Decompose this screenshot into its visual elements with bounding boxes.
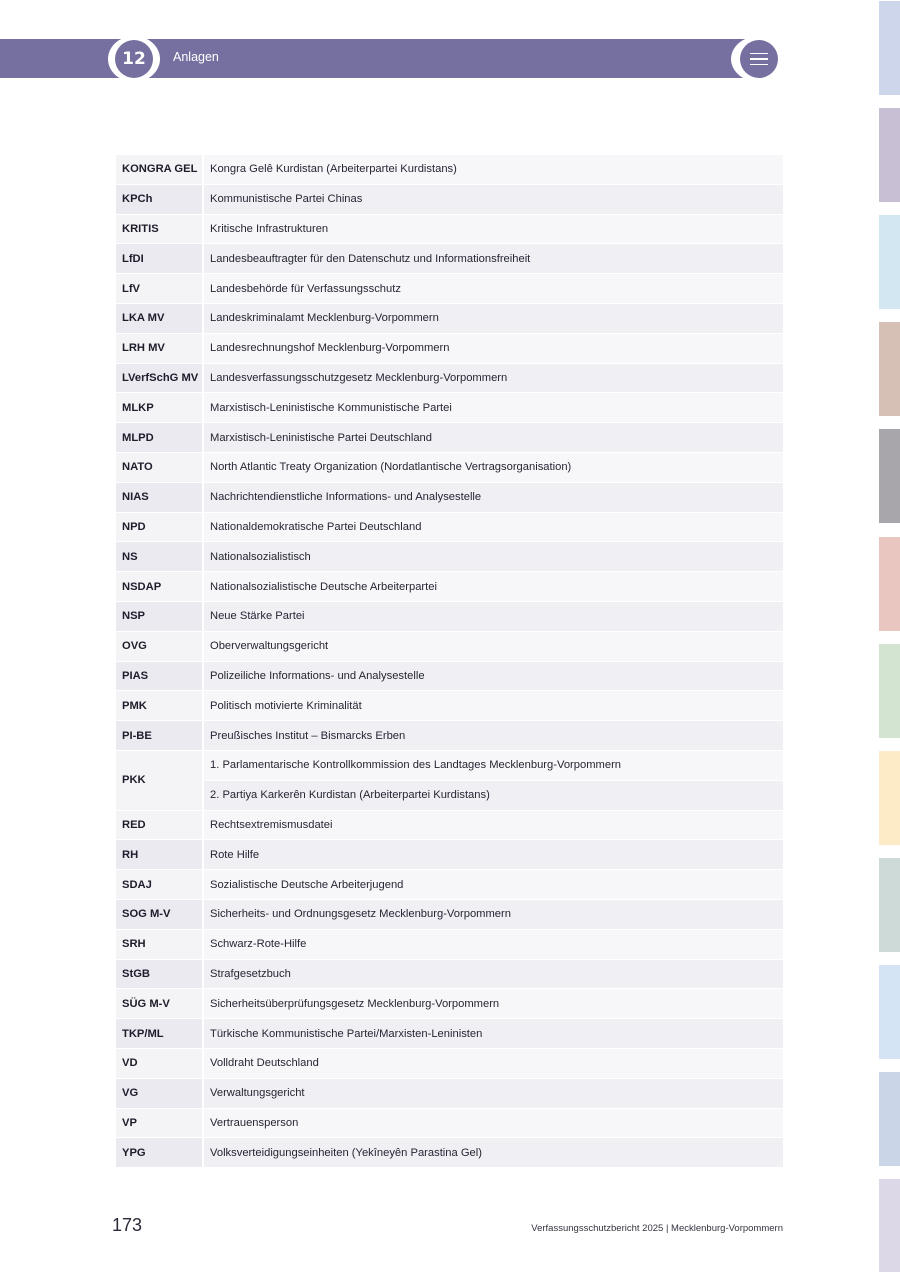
chapter-tab-6[interactable]	[879, 537, 900, 631]
abbreviation-cell: RH	[116, 840, 204, 870]
table-row	[116, 453, 783, 483]
chapter-tab-12[interactable]	[879, 1179, 900, 1272]
description-cell: Politisch motivierte Kriminalität	[204, 691, 783, 721]
table-row	[116, 691, 783, 721]
table-row	[116, 304, 783, 334]
table-row	[116, 960, 783, 990]
table-row	[116, 572, 783, 602]
chapter-tab-5[interactable]	[879, 429, 900, 523]
abbreviation-cell: VG	[116, 1079, 204, 1109]
table-row	[116, 185, 783, 215]
table-row	[116, 1079, 783, 1109]
description-cell: Preußisches Institut – Bismarcks Erben	[204, 721, 783, 751]
description-cell: Nachrichtendienstliche Informations- und Analysestelle	[204, 483, 783, 513]
table-row	[116, 840, 783, 870]
table-row	[116, 930, 783, 960]
table-row	[116, 1019, 783, 1049]
description-cell: Landeskriminalamt Mecklenburg-Vorpommern	[204, 304, 783, 334]
table-row	[116, 483, 783, 513]
description-cell: Marxistisch-Leninistische Kommunistische Partei	[204, 393, 783, 423]
table-row	[116, 1109, 783, 1139]
chapter-tab-8[interactable]	[879, 751, 900, 845]
abbreviation-cell: PKK	[116, 751, 204, 811]
description-cell: Sicherheitsüberprüfungsgesetz Mecklenburg-Vorpommern	[204, 989, 783, 1019]
abbreviation-cell: LRH MV	[116, 334, 204, 364]
description-cell: Marxistisch-Leninistische Partei Deutschland	[204, 423, 783, 453]
table-row	[116, 364, 783, 394]
chapter-number-badge	[108, 36, 160, 82]
description-cell: Kritische Infrastrukturen	[204, 215, 783, 245]
description-cell: Landesbeauftragter für den Datenschutz und Informationsfreiheit	[204, 244, 783, 274]
description-cell: Sozialistische Deutsche Arbeiterjugend	[204, 870, 783, 900]
chapter-tab-1[interactable]	[879, 1, 900, 95]
abbreviation-cell: TKP/ML	[116, 1019, 204, 1049]
abbreviation-cell: NIAS	[116, 483, 204, 513]
table-row	[116, 274, 783, 304]
abbreviation-cell: PMK	[116, 691, 204, 721]
abbreviation-cell: SOG M-V	[116, 900, 204, 930]
table-row	[116, 513, 783, 543]
table-row	[116, 662, 783, 692]
chapter-tab-2[interactable]	[879, 108, 900, 202]
description-cell: Verwaltungsgericht	[204, 1079, 783, 1109]
table-row	[116, 721, 783, 751]
table-row	[116, 423, 783, 453]
abbreviation-cell: MLKP	[116, 393, 204, 423]
abbreviation-cell: KPCh	[116, 185, 204, 215]
footer-publication-title: Verfassungsschutzbericht 2025 | Mecklenburg-Vorpommern	[531, 1223, 783, 1234]
description-cell: Oberverwaltungsgericht	[204, 632, 783, 662]
description-cell: North Atlantic Treaty Organization (Nordatlantische Vertragsorganisation)	[204, 453, 783, 483]
description-cell: Volksverteidigungseinheiten (Yekîneyên Parastina Gel)	[204, 1138, 783, 1168]
description-cell: Nationaldemokratische Partei Deutschland	[204, 513, 783, 543]
description-cell: Landesverfassungsschutzgesetz Mecklenburg-Vorpommern	[204, 364, 783, 394]
table-row	[116, 542, 783, 572]
description-cell: Rote Hilfe	[204, 840, 783, 870]
table-row	[116, 870, 783, 900]
abbreviation-cell: StGB	[116, 960, 204, 990]
chapter-number: 12	[115, 40, 153, 78]
abbreviation-cell: LVerfSchG MV	[116, 364, 204, 394]
chapter-tab-9[interactable]	[879, 858, 900, 952]
table-row	[116, 811, 783, 841]
description-cell: Rechtsextremismusdatei	[204, 811, 783, 841]
abbreviation-cell: VD	[116, 1049, 204, 1079]
table-row	[116, 393, 783, 423]
description-cell: Türkische Kommunistische Partei/Marxisten-Leninisten	[204, 1019, 783, 1049]
chapter-tab-10[interactable]	[879, 965, 900, 1059]
abbreviation-cell: MLPD	[116, 423, 204, 453]
abbreviation-cell: NS	[116, 542, 204, 572]
chapter-title: Anlagen	[173, 50, 219, 64]
abbreviation-cell: VP	[116, 1109, 204, 1139]
description-cell: Sicherheits- und Ordnungsgesetz Mecklenburg-Vorpommern	[204, 900, 783, 930]
page-number: 173	[112, 1215, 143, 1235]
abbreviation-cell: KRITIS	[116, 215, 204, 245]
table-row	[116, 1138, 783, 1168]
table-row	[116, 244, 783, 274]
description-cell: Polizeiliche Informations- und Analysestelle	[204, 662, 783, 692]
description-cell: Strafgesetzbuch	[204, 960, 783, 990]
table-row	[116, 900, 783, 930]
description-cell: Neue Stärke Partei	[204, 602, 783, 632]
hamburger-menu-icon[interactable]	[740, 40, 778, 78]
abbreviation-cell: PI-BE	[116, 721, 204, 751]
table-row	[116, 781, 783, 811]
chapter-tab-7[interactable]	[879, 644, 900, 738]
description-cell: 2. Partiya Karkerên Kurdistan (Arbeiterpartei Kurdistans)	[204, 781, 783, 811]
description-cell: Nationalsozialistisch	[204, 542, 783, 572]
description-cell: Nationalsozialistische Deutsche Arbeiterpartei	[204, 572, 783, 602]
abbreviation-cell: LfDI	[116, 244, 204, 274]
abbreviation-cell: RED	[116, 811, 204, 841]
abbreviation-cell: SDAJ	[116, 870, 204, 900]
abbreviation-cell: OVG	[116, 632, 204, 662]
description-cell: Volldraht Deutschland	[204, 1049, 783, 1079]
chapter-tab-4[interactable]	[879, 322, 900, 416]
menu-button-ring	[731, 36, 787, 82]
abbreviation-cell: LKA MV	[116, 304, 204, 334]
table-row	[116, 602, 783, 632]
abbreviation-cell: KONGRA GEL	[116, 155, 204, 185]
description-cell: Kongra Gelê Kurdistan (Arbeiterpartei Kurdistans)	[204, 155, 783, 185]
description-cell: Vertrauensperson	[204, 1109, 783, 1139]
abbreviation-cell: SRH	[116, 930, 204, 960]
table-row	[116, 334, 783, 364]
abbreviation-cell: SÜG M-V	[116, 989, 204, 1019]
description-cell: Landesbehörde für Verfassungsschutz	[204, 274, 783, 304]
description-cell: Schwarz-Rote-Hilfe	[204, 930, 783, 960]
abbreviation-cell: PIAS	[116, 662, 204, 692]
abbreviation-cell: NATO	[116, 453, 204, 483]
description-cell: 1. Parlamentarische Kontrollkommission des Landtages Mecklenburg-Vorpommern	[204, 751, 783, 781]
table-row	[116, 215, 783, 245]
table-row	[116, 632, 783, 662]
table-row	[116, 1049, 783, 1079]
abbreviation-cell: NSP	[116, 602, 204, 632]
chapter-tab-11[interactable]	[879, 1072, 900, 1166]
abbreviations-table	[116, 155, 783, 1168]
description-cell: Landesrechnungshof Mecklenburg-Vorpommern	[204, 334, 783, 364]
chapter-tab-3[interactable]	[879, 215, 900, 309]
table-row	[116, 155, 783, 185]
abbreviation-cell: YPG	[116, 1138, 204, 1168]
description-cell: Kommunistische Partei Chinas	[204, 185, 783, 215]
abbreviation-cell: NPD	[116, 513, 204, 543]
abbreviation-cell: NSDAP	[116, 572, 204, 602]
abbreviation-cell: LfV	[116, 274, 204, 304]
table-row	[116, 989, 783, 1019]
table-row	[116, 751, 783, 781]
